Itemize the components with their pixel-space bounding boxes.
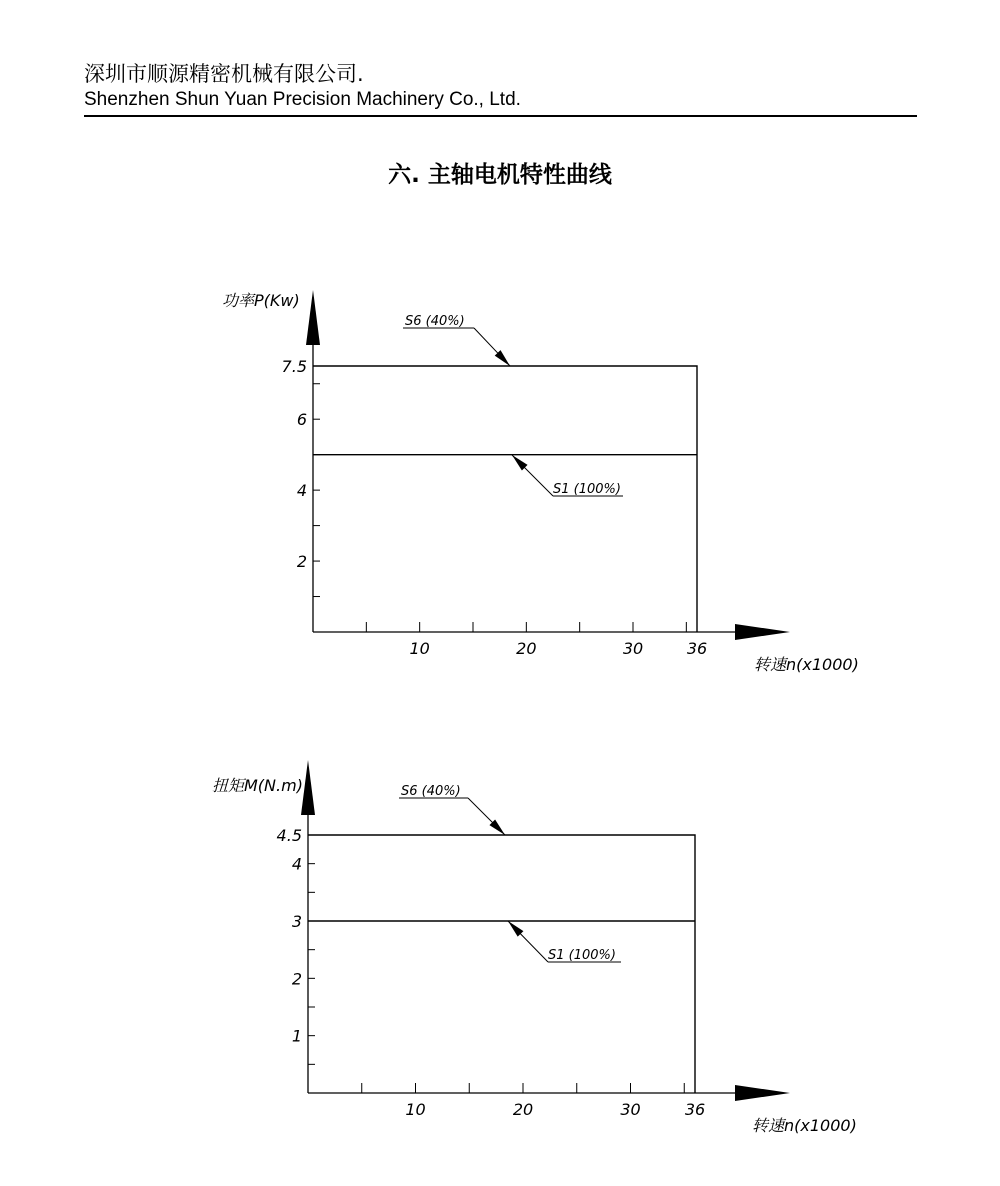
torque-chart — [0, 740, 1000, 1160]
x-tick-label: 36 — [684, 1100, 706, 1119]
y-tick-label: 4 — [296, 481, 307, 501]
y-tick-label: 2 — [296, 552, 307, 572]
y-axis-title: 功率P(Kw) — [222, 291, 300, 310]
x-tick-label: 10 — [409, 639, 430, 658]
y-axis-arrow — [306, 290, 320, 345]
x-axis-arrow — [735, 624, 790, 640]
power-chart — [0, 270, 1000, 690]
y-tick-label: 2 — [291, 969, 302, 989]
x-axis-arrow — [735, 1085, 790, 1101]
y-tick-label: 4.5 — [276, 826, 302, 845]
section-title: 六. 主轴电机特性曲线 — [388, 162, 612, 188]
y-tick-label: 1 — [291, 1026, 302, 1046]
x-tick-label: 20 — [516, 639, 537, 658]
company-name-cn: 深圳市顺源精密机械有限公司. — [84, 62, 364, 86]
company-name-en: Shenzhen Shun Yuan Precision Machinery Co., Ltd. — [84, 89, 521, 110]
y-tick-label: 3 — [291, 912, 302, 931]
series-line-s6 — [313, 366, 697, 632]
y-axis-title: 扭矩M(N.m) — [212, 776, 303, 795]
series-label-s6: S6 (40%) — [405, 314, 465, 329]
series-label-s1: S1 (100%) — [548, 948, 616, 963]
header-divider — [84, 115, 917, 117]
y-axis-arrow — [301, 760, 315, 815]
series-label-s6: S6 (40%) — [401, 784, 461, 799]
series-label-s1: S1 (100%) — [553, 482, 621, 497]
series-line-s6 — [308, 835, 695, 1093]
y-tick-label: 6 — [296, 410, 307, 430]
x-tick-label: 20 — [512, 1100, 534, 1119]
x-tick-label: 10 — [405, 1100, 426, 1119]
x-tick-label: 30 — [620, 1100, 641, 1119]
x-tick-label: 36 — [686, 639, 708, 658]
x-axis-title: 转速n(x1000) — [752, 1116, 857, 1135]
x-tick-label: 30 — [622, 639, 644, 658]
y-tick-label: 7.5 — [281, 357, 307, 376]
x-axis-title: 转速n(x1000) — [754, 655, 859, 674]
y-tick-label: 4 — [291, 854, 302, 874]
